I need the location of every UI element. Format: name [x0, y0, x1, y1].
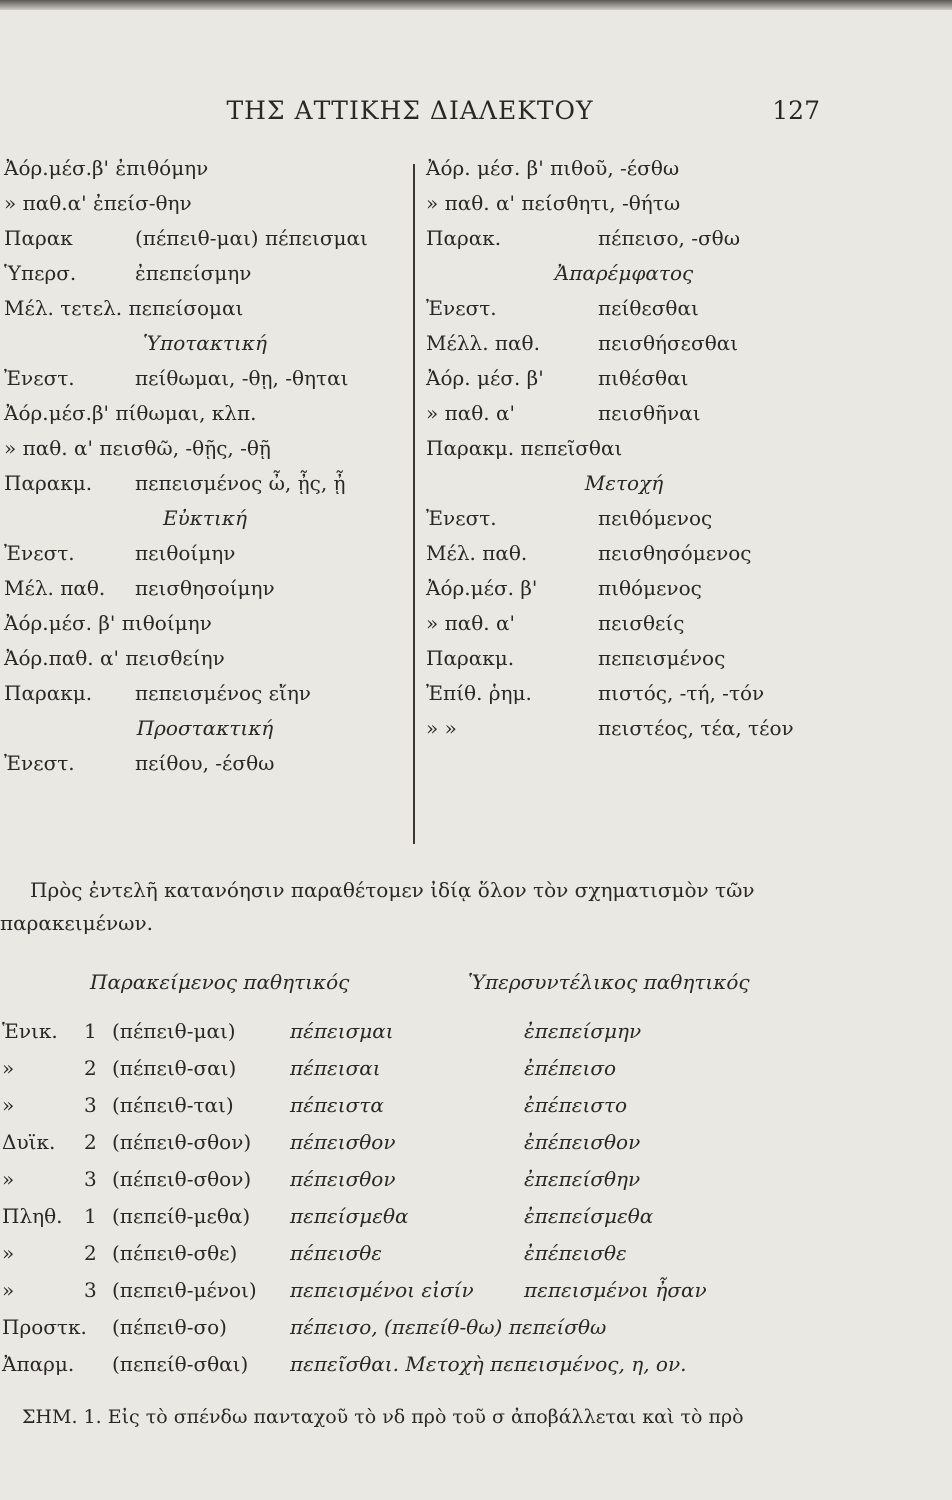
- imperative-row: [0, 1309, 952, 1346]
- row-label: »: [2, 1241, 15, 1265]
- section-heading: Εὐκτική: [163, 506, 247, 530]
- row-stem: (πέπειθ-μαι): [112, 1019, 236, 1043]
- form-line: [0, 150, 410, 185]
- pluperfect-form: ἐπεπείσμεθα: [524, 1204, 654, 1228]
- row-text: πεπεῖσθαι. Μετοχὴ πεπεισμένος, η, ον.: [290, 1352, 687, 1376]
- form-value: ἐπεπείσμην: [135, 261, 252, 285]
- form-line: [424, 395, 824, 430]
- form-line: [0, 675, 410, 710]
- section-heading-line: [424, 255, 824, 290]
- form-label: Μέλλ. παθ.: [426, 331, 540, 355]
- form-value: πειστέος, τέα, τέον: [598, 716, 794, 740]
- section-heading: Μετοχή: [584, 471, 664, 495]
- scan-edge: [0, 0, 952, 10]
- form-label: Ἀόρ.μέσ. β' πιθοίμην: [4, 611, 212, 635]
- paragraph-line: παρακειμένων.: [0, 911, 153, 935]
- pluperfect-form: πεπεισμένοι ἦσαν: [524, 1278, 707, 1302]
- form-line: [0, 290, 410, 325]
- conjugation-table: [0, 1013, 952, 1383]
- form-value: (πέπειθ-μαι) πέπεισμαι: [135, 226, 368, 250]
- form-label: Παρακ.: [426, 226, 502, 250]
- form-value: πεπεισμένος εἴην: [135, 681, 311, 705]
- row-number: 3: [84, 1167, 97, 1191]
- form-label: Μέλ. παθ.: [4, 576, 106, 600]
- form-label: Παρακμ. πεπεῖσθαι: [426, 436, 623, 460]
- table-row: [0, 1013, 952, 1050]
- section-heading: Προστακτική: [136, 716, 274, 740]
- pluperfect-form: ἐπέπεισθε: [524, 1241, 627, 1265]
- row-label: Πληθ.: [2, 1204, 63, 1228]
- form-label: Ἀόρ. μέσ. β' πιθοῦ, -έσθω: [426, 156, 680, 180]
- form-line: [424, 185, 824, 220]
- row-number: 3: [84, 1093, 97, 1117]
- row-number: 1: [84, 1204, 97, 1228]
- form-value: πεισθησοίμην: [135, 576, 275, 600]
- row-label: Προστκ.: [2, 1315, 87, 1339]
- form-label: » παθ. α' πεισθῶ, -θῇς, -θῇ: [4, 436, 271, 460]
- form-value: πειθοίμην: [135, 541, 236, 565]
- table-row: [0, 1050, 952, 1087]
- table-row: [0, 1198, 952, 1235]
- form-label: Ἀόρ.μέσ.β' πίθωμαι, κλπ.: [4, 401, 257, 425]
- form-label: Ἀόρ. μέσ. β': [426, 366, 544, 390]
- perfect-form: πέπεισθε: [290, 1241, 383, 1265]
- page-header: [0, 96, 952, 136]
- form-value: πεισθῆναι: [598, 401, 701, 425]
- form-value: πιθόμενος: [598, 576, 702, 600]
- form-line: [424, 605, 824, 640]
- form-value: πεισθείς: [598, 611, 685, 635]
- form-label: Μέλ. τετελ. πεπείσομαι: [4, 296, 244, 320]
- form-label: Ἐνεστ.: [426, 296, 497, 320]
- row-number: 2: [84, 1130, 97, 1154]
- form-line: [0, 255, 410, 290]
- pluperfect-form: ἐπεπείσμην: [524, 1019, 642, 1043]
- row-stem: (πέπειθ-σαι): [112, 1056, 237, 1080]
- form-label: Μέλ. παθ.: [426, 541, 528, 565]
- row-stem: (πέπειθ-σθον): [112, 1167, 252, 1191]
- perfect-form: πέπεισθον: [290, 1167, 396, 1191]
- form-line: [0, 535, 410, 570]
- form-line: [424, 710, 824, 745]
- row-text: πέπεισο, (πεπείθ-θω) πεπείσθω: [290, 1315, 607, 1339]
- perfect-form: πεπείσμεθα: [290, 1204, 409, 1228]
- pluperfect-form: ἐπεπείσθην: [524, 1167, 641, 1191]
- perfect-form: πεπεισμένοι εἰσίν: [290, 1278, 474, 1302]
- right-column: [424, 150, 824, 745]
- form-line: [0, 220, 410, 255]
- form-line: [0, 640, 410, 675]
- table-row: [0, 1161, 952, 1198]
- form-line: [424, 290, 824, 325]
- row-number: 1: [84, 1019, 97, 1043]
- form-line: [0, 570, 410, 605]
- form-line: [0, 360, 410, 395]
- form-line: [0, 605, 410, 640]
- perfect-heading: Παρακείμενος παθητικός: [90, 970, 350, 994]
- form-label: » παθ. α': [426, 401, 516, 425]
- form-value: πεισθήσεσθαι: [598, 331, 739, 355]
- running-title: ΤΗΣ ΑΤΤΙΚΗΣ ΔΙΑΛΕΚΤΟΥ: [226, 96, 594, 125]
- form-value: πεπεισμένος ὦ, ᾖς, ᾖ: [135, 471, 346, 495]
- row-stem: (πέπειθ-σθε): [112, 1241, 238, 1265]
- form-label: » »: [426, 716, 457, 740]
- form-value: πεπεισμένος: [598, 646, 726, 670]
- form-label: Ἐνεστ.: [4, 366, 75, 390]
- form-label: Ἐνεστ.: [4, 541, 75, 565]
- perfect-form: πέπεισαι: [290, 1056, 381, 1080]
- pluperfect-heading: Ὑπερσυντέλικος παθητικός: [468, 970, 750, 994]
- form-line: [0, 395, 410, 430]
- form-label: » παθ. α': [426, 611, 516, 635]
- row-label: Ἀπαρμ.: [2, 1352, 75, 1376]
- row-stem: (πεπειθ-μένοι): [112, 1278, 257, 1302]
- row-number: 2: [84, 1056, 97, 1080]
- form-value: πιστός, -τή, -τόν: [598, 681, 765, 705]
- form-label: Ἐπίθ. ῥημ.: [426, 681, 532, 705]
- form-value: πιθέσθαι: [598, 366, 689, 390]
- form-value: πειθόμενος: [598, 506, 713, 530]
- form-line: [0, 185, 410, 220]
- infinitive-row: [0, 1346, 952, 1383]
- form-label: Ἀόρ.μέσ. β': [426, 576, 538, 600]
- form-label: Ἀόρ.μέσ.β' ἐπιθόμην: [4, 156, 209, 180]
- row-label: »: [2, 1278, 15, 1302]
- paragraph-line: Πρὸς ἐντελῆ κατανόησιν παραθέτομεν ἰδίᾳ ὅλον τὸν σχηματισμὸν τῶν: [30, 878, 755, 902]
- form-line: [424, 360, 824, 395]
- section-heading-line: [424, 465, 824, 500]
- table-row: [0, 1272, 952, 1309]
- form-label: » παθ.α' ἐπείσ-θην: [4, 191, 192, 215]
- form-line: [0, 465, 410, 500]
- form-label: » παθ. α' πείσθητι, -θήτω: [426, 191, 681, 215]
- form-line: [424, 500, 824, 535]
- table-row: [0, 1124, 952, 1161]
- row-label: »: [2, 1093, 15, 1117]
- row-label: Δυϊκ.: [2, 1130, 56, 1154]
- section-heading-line: [0, 500, 410, 535]
- form-line: [424, 220, 824, 255]
- section-heading: Ἀπαρέμφατος: [554, 261, 694, 285]
- form-line: [0, 430, 410, 465]
- form-line: [424, 535, 824, 570]
- form-label: Ὑπερσ.: [4, 261, 77, 285]
- section-heading-line: [0, 325, 410, 360]
- row-label: »: [2, 1167, 15, 1191]
- form-label: Παρακμ.: [4, 681, 93, 705]
- form-line: [424, 430, 824, 465]
- form-value: πεισθησόμενος: [598, 541, 752, 565]
- table-row: [0, 1235, 952, 1272]
- pluperfect-form: ἐπέπεισο: [524, 1056, 617, 1080]
- footnote: ΣΗΜ. 1. Εἰς τὸ σπένδω πανταχοῦ τὸ νδ πρὸ τοῦ σ ἀποβάλλεται καὶ τὸ πρὸ: [22, 1406, 744, 1428]
- form-label: Παρακμ.: [426, 646, 515, 670]
- form-value: πέπεισο, -σθω: [598, 226, 741, 250]
- pluperfect-form: ἐπέπειστο: [524, 1093, 628, 1117]
- section-heading-line: [0, 710, 410, 745]
- form-line: [424, 325, 824, 360]
- form-line: [424, 675, 824, 710]
- form-label: Παρακ: [4, 226, 73, 250]
- column-divider: [413, 164, 415, 844]
- row-stem: (πεπείθ-μεθα): [112, 1204, 251, 1228]
- form-value: πείθου, -έσθω: [135, 751, 275, 775]
- form-line: [424, 570, 824, 605]
- row-number: 2: [84, 1241, 97, 1265]
- row-label: Ἑνικ.: [2, 1019, 58, 1043]
- form-label: Ἐνεστ.: [4, 751, 75, 775]
- form-line: [424, 640, 824, 675]
- left-column: [0, 150, 410, 780]
- section-heading: Ὑποτακτική: [143, 331, 267, 355]
- form-line: [424, 150, 824, 185]
- row-label: »: [2, 1056, 15, 1080]
- perfect-form: πέπεισμαι: [290, 1019, 394, 1043]
- form-value: πείθεσθαι: [598, 296, 699, 320]
- form-label: Ἀόρ.παθ. α' πεισθείην: [4, 646, 225, 670]
- pluperfect-form: ἐπέπεισθον: [524, 1130, 641, 1154]
- row-stem: (πέπειθ-σθον): [112, 1130, 252, 1154]
- row-stem: (πεπείθ-σθαι): [112, 1352, 249, 1376]
- form-line: [0, 745, 410, 780]
- form-value: πείθωμαι, -θῃ, -θηται: [135, 366, 349, 390]
- table-row: [0, 1087, 952, 1124]
- form-label: Ἐνεστ.: [426, 506, 497, 530]
- row-number: 3: [84, 1278, 97, 1302]
- table-header: [0, 970, 952, 1000]
- row-stem: (πέπειθ-ται): [112, 1093, 234, 1117]
- perfect-form: πέπεισθον: [290, 1130, 396, 1154]
- row-stem: (πέπειθ-σο): [112, 1315, 227, 1339]
- intro-paragraph: [0, 874, 830, 940]
- page-number: 127: [772, 96, 820, 125]
- form-label: Παρακμ.: [4, 471, 93, 495]
- perfect-form: πέπειστα: [290, 1093, 384, 1117]
